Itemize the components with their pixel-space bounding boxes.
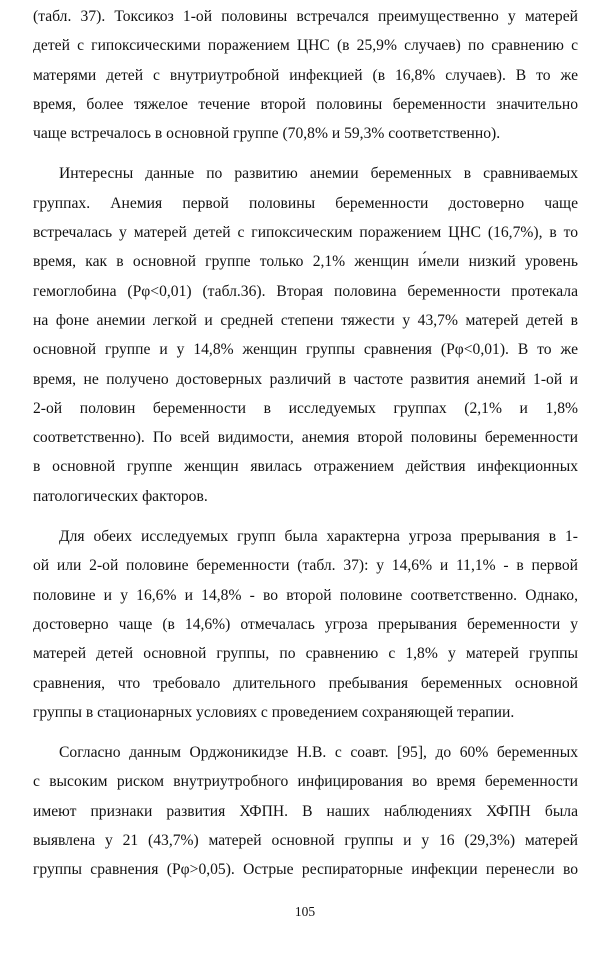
text-line: сравнения, что требовало длительного пребывания беременных основной (33, 674, 578, 692)
text-line: гемоглобина (Рφ<0,01) (табл.36). Вторая половина беременности протекала (33, 282, 578, 300)
text-line: в основной группе женщин явилась отражением действия инфекционных (33, 458, 578, 476)
text-line: с высоким риском внутриутробного инфицирования во время беременности (33, 773, 578, 791)
text-line: группы сравнения (Рφ>0,05). Острые респираторные инфекции перенесли во (33, 861, 578, 879)
text-line: время, как в основной группе только 2,1% женщин и́мели низкий уровень (33, 253, 578, 271)
text-line: выявлена у 21 (43,7%) матерей основной группы и у 16 (29,3%) матерей (33, 832, 578, 850)
text-line: на фоне анемии легкой и средней степени тяжести у 43,7% матерей детей в (33, 311, 578, 329)
text-line: детей с гипоксическими поражением ЦНС (в 25,9% случаев) по сравнению с (33, 37, 578, 55)
text-line: время, более тяжелое течение второй половины беременности значительно (33, 95, 578, 113)
text-line: встречалась у матерей детей с гипоксическим поражением ЦНС (16,7%), в то (33, 224, 578, 242)
text-line: патологических факторов. (33, 487, 208, 505)
text-line: основной группе и у 14,8% женщин группы сравнения (Рφ<0,01). В то же (33, 341, 578, 359)
page-number: 105 (294, 904, 316, 919)
paragraph-spacer (33, 148, 578, 159)
text-line: достоверно чаще (в 14,6%) отмечалась угроза прерывания беременности у (33, 615, 578, 633)
text-line: матерями детей с внутриутробной инфекцией (в 16,8% случаев). В то же (33, 66, 578, 84)
paragraph-1 (33, 2, 578, 148)
body-text (33, 2, 578, 885)
text-line: ой или 2-ой половине беременности (табл. 37): у 14,6% и 11,1% - в первой (33, 557, 578, 575)
text-line: матерей детей основной группы, по сравнению с 1,8% у матерей группы (33, 645, 578, 663)
text-line: Согласно данным Орджоникидзе Н.В. с соавт. [95], до 60% беременных (59, 744, 578, 762)
paragraph-4 (33, 738, 578, 884)
text-line: время, не получено достоверных различий в частоте развития анемий 1-ой и (33, 370, 578, 388)
paragraph-2 (33, 159, 578, 511)
paragraph-spacer (33, 511, 578, 522)
text-line: группы в стационарных условиях с проведением сохраняющей терапии. (33, 703, 515, 721)
text-line: группах. Анемия первой половины беременности достоверно чаще (33, 194, 578, 212)
text-line: (табл. 37). Токсикоз 1-ой половины встречался преимущественно у матерей (33, 8, 578, 25)
paragraph-3 (33, 522, 578, 727)
text-line: 2-ой половин беременности в исследуемых группах (2,1% и 1,8% (33, 399, 578, 417)
text-line: Для обеих исследуемых групп была характерна угроза прерывания в 1- (59, 528, 578, 546)
text-line: имеют признаки развития ХФПН. В наших наблюдениях ХФПН была (33, 802, 578, 820)
text-line: Интересны данные по развитию анемии беременных в сравниваемых (59, 165, 578, 183)
text-line: соответственно). По всей видимости, анемия второй половины беременности (33, 429, 578, 447)
paragraph-spacer (33, 727, 578, 738)
text-line: половине и у 16,6% и 14,8% - во второй половине соответственно. Однако, (33, 586, 578, 604)
text-line: чаще встречалось в основной группе (70,8% и 59,3% соответственно). (33, 125, 501, 143)
